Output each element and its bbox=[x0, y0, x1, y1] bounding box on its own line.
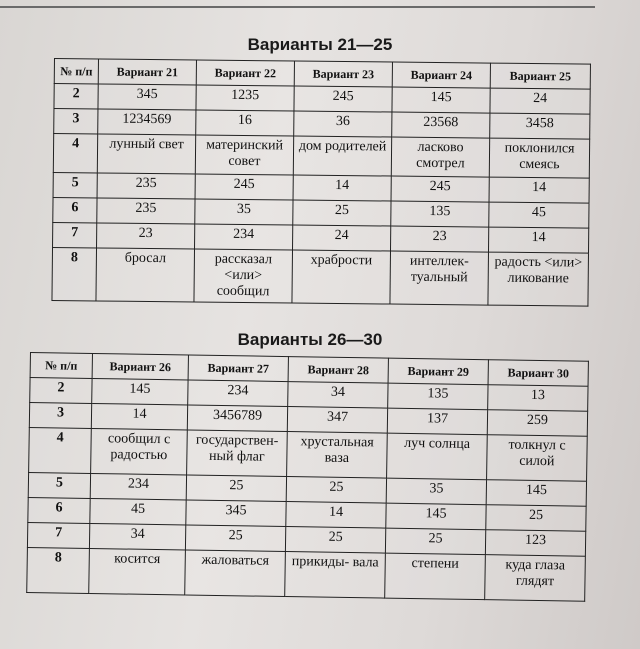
task-number-cell: 6 bbox=[53, 197, 97, 222]
answer-cell: 14 bbox=[489, 177, 589, 203]
task-number-cell: 2 bbox=[54, 84, 98, 109]
column-header: Вариант 27 bbox=[188, 355, 288, 382]
answer-cell: 14 bbox=[91, 403, 187, 430]
task-number-cell: 4 bbox=[53, 134, 97, 173]
column-header: Вариант 24 bbox=[392, 62, 490, 88]
answer-cell: 14 bbox=[488, 227, 588, 253]
answer-cell: 135 bbox=[391, 201, 489, 227]
answer-cell: бросал bbox=[96, 248, 195, 302]
answer-cell: 245 bbox=[294, 86, 392, 112]
task-number-cell: 5 bbox=[28, 472, 90, 498]
answer-cell: 23 bbox=[390, 226, 488, 252]
answer-cell: 1234569 bbox=[98, 109, 196, 135]
answer-cell: 35 bbox=[195, 199, 293, 225]
answer-cell: ласково смотрел bbox=[391, 137, 489, 177]
answer-cell: 345 bbox=[98, 84, 196, 110]
column-header: Вариант 28 bbox=[288, 357, 388, 384]
answer-cell: поклонился смеясь bbox=[489, 138, 589, 178]
task-number-cell: 3 bbox=[54, 109, 98, 134]
column-header: Вариант 22 bbox=[196, 60, 294, 86]
answer-cell: 137 bbox=[387, 408, 487, 435]
answer-cell: косится bbox=[89, 548, 186, 595]
answer-cell: 234 bbox=[195, 224, 293, 250]
answer-cell: 1235 bbox=[196, 85, 294, 111]
answer-cell: 145 bbox=[486, 480, 586, 507]
answer-cell: 45 bbox=[489, 202, 589, 228]
answer-cell: 234 bbox=[90, 473, 186, 500]
answer-cell: сообщил с радостью bbox=[91, 428, 188, 475]
column-header: № п/п bbox=[30, 353, 92, 379]
answer-cell: 145 bbox=[392, 87, 490, 113]
answer-cell: 16 bbox=[196, 110, 294, 136]
answer-cell: 25 bbox=[285, 527, 385, 554]
answers-table-26-30 bbox=[26, 352, 589, 602]
table-row bbox=[27, 547, 586, 601]
task-number-cell: 3 bbox=[29, 403, 91, 429]
answer-cell: 25 bbox=[186, 475, 286, 502]
answer-cell: 14 bbox=[286, 502, 386, 529]
answer-cell: толкнул с силой bbox=[487, 435, 588, 482]
answer-cell: 145 bbox=[386, 503, 486, 530]
table-row bbox=[52, 247, 589, 306]
answer-cell: 35 bbox=[386, 478, 486, 505]
answer-cell: 25 bbox=[385, 528, 485, 555]
answer-cell: 259 bbox=[487, 410, 587, 437]
column-header: Вариант 26 bbox=[92, 353, 188, 380]
answer-cell: 235 bbox=[97, 198, 195, 224]
answer-cell: 235 bbox=[97, 173, 195, 199]
table-title-21-25: Варианты 21—25 bbox=[247, 35, 393, 54]
answer-cell: 34 bbox=[288, 382, 388, 409]
column-header: Вариант 25 bbox=[490, 63, 590, 89]
task-number-cell: 7 bbox=[27, 522, 89, 548]
column-header: Вариант 30 bbox=[488, 360, 588, 387]
answer-cell: 36 bbox=[294, 111, 392, 137]
table-row bbox=[53, 134, 589, 179]
task-number-cell: 5 bbox=[53, 172, 97, 197]
answer-cell: 25 bbox=[185, 525, 285, 552]
column-header: Вариант 23 bbox=[294, 61, 392, 87]
answer-cell: степени bbox=[385, 553, 486, 600]
answer-cell: хрустальная ваза bbox=[287, 432, 388, 479]
task-number-cell: 4 bbox=[29, 427, 92, 473]
answer-cell: 34 bbox=[89, 523, 185, 550]
answer-cell: 25 bbox=[486, 505, 586, 532]
answer-cell: 45 bbox=[90, 498, 186, 525]
answer-cell: 3458 bbox=[490, 113, 590, 139]
answer-cell: радость <или> ликование bbox=[488, 252, 589, 306]
column-header: Вариант 21 bbox=[98, 59, 196, 85]
answer-cell: 3456789 bbox=[187, 405, 287, 432]
answer-cell: 135 bbox=[388, 383, 488, 410]
answer-cell: луч солнца bbox=[387, 433, 488, 480]
task-number-cell: 8 bbox=[52, 247, 97, 300]
column-header: Вариант 29 bbox=[388, 358, 488, 385]
answer-cell: лунный свет bbox=[97, 134, 195, 174]
answer-cell: 123 bbox=[485, 530, 585, 557]
task-number-cell: 7 bbox=[53, 222, 97, 247]
answer-cell: 234 bbox=[188, 380, 288, 407]
answer-cell: интеллек- туальный bbox=[390, 251, 489, 305]
answer-cell: 145 bbox=[92, 378, 188, 405]
answer-cell: 245 bbox=[391, 176, 489, 202]
task-number-cell: 2 bbox=[30, 378, 92, 404]
answer-cell: куда глаза глядят bbox=[485, 555, 586, 602]
answer-cell: жаловаться bbox=[185, 550, 286, 597]
answer-cell: храбрости bbox=[292, 250, 391, 304]
answer-cell: дом родителей bbox=[293, 136, 391, 176]
task-number-cell: 6 bbox=[28, 497, 90, 523]
table-title-26-30: Варианты 26—30 bbox=[237, 330, 383, 349]
answer-cell: 25 bbox=[293, 200, 391, 226]
answer-cell: прикиды- вала bbox=[285, 552, 386, 599]
answer-cell: 14 bbox=[293, 175, 391, 201]
answer-cell: 24 bbox=[490, 88, 590, 114]
answer-cell: 24 bbox=[293, 225, 391, 251]
answer-cell: 347 bbox=[287, 407, 387, 434]
answer-cell: государствен- ный флаг bbox=[187, 430, 288, 477]
answer-cell: 13 bbox=[488, 385, 588, 412]
answers-table-21-25 bbox=[51, 58, 591, 307]
answer-cell: 345 bbox=[186, 500, 286, 527]
answer-cell: материнский совет bbox=[195, 135, 293, 175]
answer-cell: 23 bbox=[97, 223, 195, 249]
answer-cell: 245 bbox=[195, 174, 293, 200]
column-header: № п/п bbox=[54, 59, 98, 84]
answer-cell: 25 bbox=[286, 477, 386, 504]
answer-cell: рассказал <или> сообщил bbox=[194, 249, 293, 303]
page-top-rule bbox=[0, 6, 595, 8]
answer-cell: 23568 bbox=[392, 112, 490, 138]
task-number-cell: 8 bbox=[27, 547, 90, 593]
